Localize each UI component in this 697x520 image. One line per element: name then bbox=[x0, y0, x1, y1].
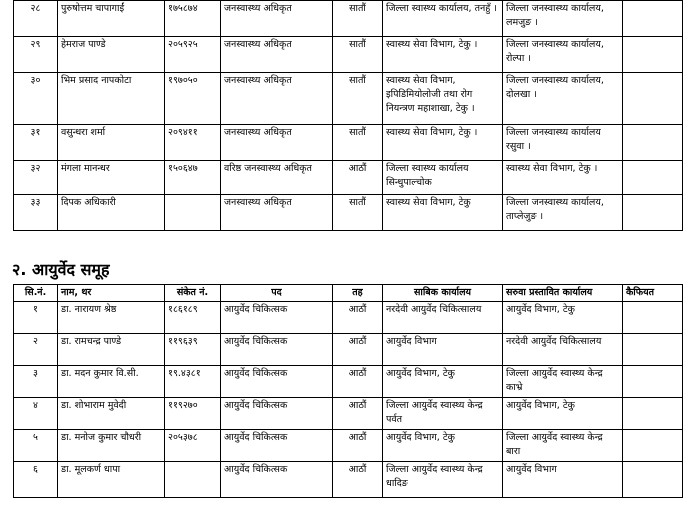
cell-remarks bbox=[623, 398, 683, 430]
cell-proposed: आयुर्वेद विभाग, टेकु bbox=[503, 398, 623, 430]
table-row bbox=[14, 430, 683, 462]
cell-level: आठौं bbox=[333, 398, 383, 430]
cell-level: आठौं bbox=[333, 430, 383, 462]
cell-name: डा. रामचन्द्र पाण्डे bbox=[58, 334, 165, 366]
cell-proposed: नरदेवी आयुर्वेद चिकित्सालय bbox=[503, 334, 623, 366]
cell-name: भिम प्रसाद नापकोटा bbox=[58, 73, 165, 125]
cell-name: डा. मनोज कुमार चौधरी bbox=[58, 430, 165, 462]
cell-name: वसुन्धरा शर्मा bbox=[58, 125, 165, 161]
cell-level: आठौं bbox=[333, 366, 383, 398]
cell-proposed: जिल्ला जनस्वास्थ्य कार्यालय, दोलखा । bbox=[503, 73, 623, 125]
table2-body bbox=[14, 302, 683, 498]
cell-code: २०५९२५ bbox=[165, 37, 221, 73]
cell-remarks bbox=[623, 366, 683, 398]
header-level: तह bbox=[333, 285, 383, 302]
cell-level: आठौं bbox=[333, 161, 383, 195]
cell-level: आठौं bbox=[333, 302, 383, 334]
cell-post: आयुर्वेद चिकित्सक bbox=[221, 462, 333, 498]
cell-proposed: जिल्ला जनस्वास्थ्य कार्यालय, लमजुङ । bbox=[503, 1, 623, 37]
table-row bbox=[14, 37, 683, 73]
cell-remarks bbox=[623, 73, 683, 125]
cell-sn: ३२ bbox=[14, 161, 58, 195]
header-current-office: साबिक कार्यालय bbox=[383, 285, 503, 302]
cell-proposed: जिल्ला आयुर्वेद स्वास्थ्य केन्द्र काभ्रे bbox=[503, 366, 623, 398]
cell-remarks bbox=[623, 125, 683, 161]
cell-code: ११९६३९ bbox=[165, 334, 221, 366]
cell-post: वरिष्ठ जनस्वास्थ्य अधिकृत bbox=[221, 161, 333, 195]
table-row bbox=[14, 398, 683, 430]
section-heading: २. आयुर्वेद समूह bbox=[12, 260, 110, 279]
table-row bbox=[14, 73, 683, 125]
cell-current: आयुर्वेद विभाग, टेकु bbox=[383, 430, 503, 462]
table1-body bbox=[14, 1, 683, 231]
table-row bbox=[14, 366, 683, 398]
cell-name: पुरुषोत्तम चापागाईं bbox=[58, 1, 165, 37]
cell-level: सातौं bbox=[333, 73, 383, 125]
cell-post: जनस्वास्थ्य अधिकृत bbox=[221, 195, 333, 231]
header-name: नाम, थर bbox=[58, 285, 165, 302]
table-row bbox=[14, 125, 683, 161]
cell-level: आठौं bbox=[333, 334, 383, 366]
cell-remarks bbox=[623, 37, 683, 73]
table-row bbox=[14, 161, 683, 195]
header-remarks: कैफियत bbox=[623, 285, 683, 302]
staff-table-public-health bbox=[13, 0, 683, 231]
cell-level: सातौं bbox=[333, 125, 383, 161]
cell-name: डा. नारायण श्रेष्ठ bbox=[58, 302, 165, 334]
cell-code: १९७०५० bbox=[165, 73, 221, 125]
cell-code: ११९२७० bbox=[165, 398, 221, 430]
cell-proposed: जिल्ला जनस्वास्थ्य कार्यालय, रोल्पा । bbox=[503, 37, 623, 73]
cell-post: आयुर्वेद चिकित्सक bbox=[221, 334, 333, 366]
staff-table-ayurveda bbox=[13, 284, 683, 498]
cell-code: १९.४३८१ bbox=[165, 366, 221, 398]
cell-remarks bbox=[623, 302, 683, 334]
cell-remarks bbox=[623, 1, 683, 37]
cell-sn: २ bbox=[14, 334, 58, 366]
table-row bbox=[14, 1, 683, 37]
table-row bbox=[14, 302, 683, 334]
table-row bbox=[14, 462, 683, 498]
cell-code: २०९४११ bbox=[165, 125, 221, 161]
cell-proposed: जिल्ला जनस्वास्थ्य कार्यालय रसुवा । bbox=[503, 125, 623, 161]
header-code: संकेत नं. bbox=[165, 285, 221, 302]
cell-level: सातौं bbox=[333, 1, 383, 37]
cell-name: डा. शोभाराम मुवेदी bbox=[58, 398, 165, 430]
cell-name: दिपक अधिकारी bbox=[58, 195, 165, 231]
cell-code bbox=[165, 195, 221, 231]
cell-remarks bbox=[623, 462, 683, 498]
cell-remarks bbox=[623, 195, 683, 231]
table-row bbox=[14, 334, 683, 366]
cell-post: आयुर्वेद चिकित्सक bbox=[221, 366, 333, 398]
cell-sn: ४ bbox=[14, 398, 58, 430]
header-sn: सि.नं. bbox=[14, 285, 58, 302]
cell-post: आयुर्वेद चिकित्सक bbox=[221, 302, 333, 334]
cell-sn: २८ bbox=[14, 1, 58, 37]
cell-current: आयुर्वेद विभाग bbox=[383, 334, 503, 366]
cell-level: सातौं bbox=[333, 195, 383, 231]
cell-proposed: जिल्ला आयुर्वेद स्वास्थ्य केन्द्र बारा bbox=[503, 430, 623, 462]
cell-sn: ६ bbox=[14, 462, 58, 498]
cell-proposed: स्वास्थ्य सेवा विभाग, टेकु । bbox=[503, 161, 623, 195]
cell-remarks bbox=[623, 334, 683, 366]
cell-current: स्वास्थ्य सेवा विभाग, टेकु bbox=[383, 195, 503, 231]
cell-current: स्वास्थ्य सेवा विभाग, टेकु । bbox=[383, 125, 503, 161]
cell-current: स्वास्थ्य सेवा विभाग, टेकु । bbox=[383, 37, 503, 73]
cell-current: जिल्ला आयुर्वेद स्वास्थ्य केन्द्र धादिङ bbox=[383, 462, 503, 498]
cell-level: आठौं bbox=[333, 462, 383, 498]
cell-post: आयुर्वेद चिकित्सक bbox=[221, 398, 333, 430]
cell-code: १७५८७४ bbox=[165, 1, 221, 37]
cell-current: जिल्ला आयुर्वेद स्वास्थ्य केन्द्र पर्वत bbox=[383, 398, 503, 430]
cell-current: आयुर्वेद विभाग, टेकु bbox=[383, 366, 503, 398]
cell-current: जिल्ला स्वास्थ्य कार्यालय सिन्धुपाल्चोक bbox=[383, 161, 503, 195]
cell-remarks bbox=[623, 161, 683, 195]
cell-post: आयुर्वेद चिकित्सक bbox=[221, 430, 333, 462]
cell-sn: १ bbox=[14, 302, 58, 334]
cell-sn: ३ bbox=[14, 366, 58, 398]
cell-sn: ३३ bbox=[14, 195, 58, 231]
cell-sn: ३१ bbox=[14, 125, 58, 161]
cell-name: डा. मूलकर्ण धापा bbox=[58, 462, 165, 498]
cell-current: जिल्ला स्वास्थ्य कार्यालय, तनहुँ । bbox=[383, 1, 503, 37]
cell-name: हेमराज पाण्डे bbox=[58, 37, 165, 73]
cell-code: १५०६४७ bbox=[165, 161, 221, 195]
cell-remarks bbox=[623, 430, 683, 462]
cell-post: जनस्वास्थ्य अधिकृत bbox=[221, 37, 333, 73]
cell-code: १८६१८९ bbox=[165, 302, 221, 334]
header-proposed-office: सरुवा प्रस्तावित कार्यालय bbox=[503, 285, 623, 302]
cell-sn: ३० bbox=[14, 73, 58, 125]
cell-current: नरदेवी आयुर्वेद चिकित्सालय bbox=[383, 302, 503, 334]
cell-current: स्वास्थ्य सेवा विभाग, इपिडिमियोलोजी तथा रोग नियन्त्रण महाशाखा, टेकु । bbox=[383, 73, 503, 125]
cell-name: डा. मदन कुमार वि.सी. bbox=[58, 366, 165, 398]
cell-proposed: जिल्ला जनस्वास्थ्य कार्यालय, ताप्लेजुङ । bbox=[503, 195, 623, 231]
cell-post: जनस्वास्थ्य अधिकृत bbox=[221, 1, 333, 37]
cell-sn: २९ bbox=[14, 37, 58, 73]
cell-level: सातौं bbox=[333, 37, 383, 73]
cell-code bbox=[165, 462, 221, 498]
cell-proposed: आयुर्वेद विभाग, टेकु bbox=[503, 302, 623, 334]
cell-post: जनस्वास्थ्य अधिकृत bbox=[221, 125, 333, 161]
header-post: पद bbox=[221, 285, 333, 302]
cell-post: जनस्वास्थ्य अधिकृत bbox=[221, 73, 333, 125]
table-row bbox=[14, 195, 683, 231]
cell-sn: ५ bbox=[14, 430, 58, 462]
cell-proposed: आयुर्वेद विभाग bbox=[503, 462, 623, 498]
cell-name: मंगला मानन्धर bbox=[58, 161, 165, 195]
cell-code: २०५३७८ bbox=[165, 430, 221, 462]
table-header-row bbox=[14, 285, 683, 302]
